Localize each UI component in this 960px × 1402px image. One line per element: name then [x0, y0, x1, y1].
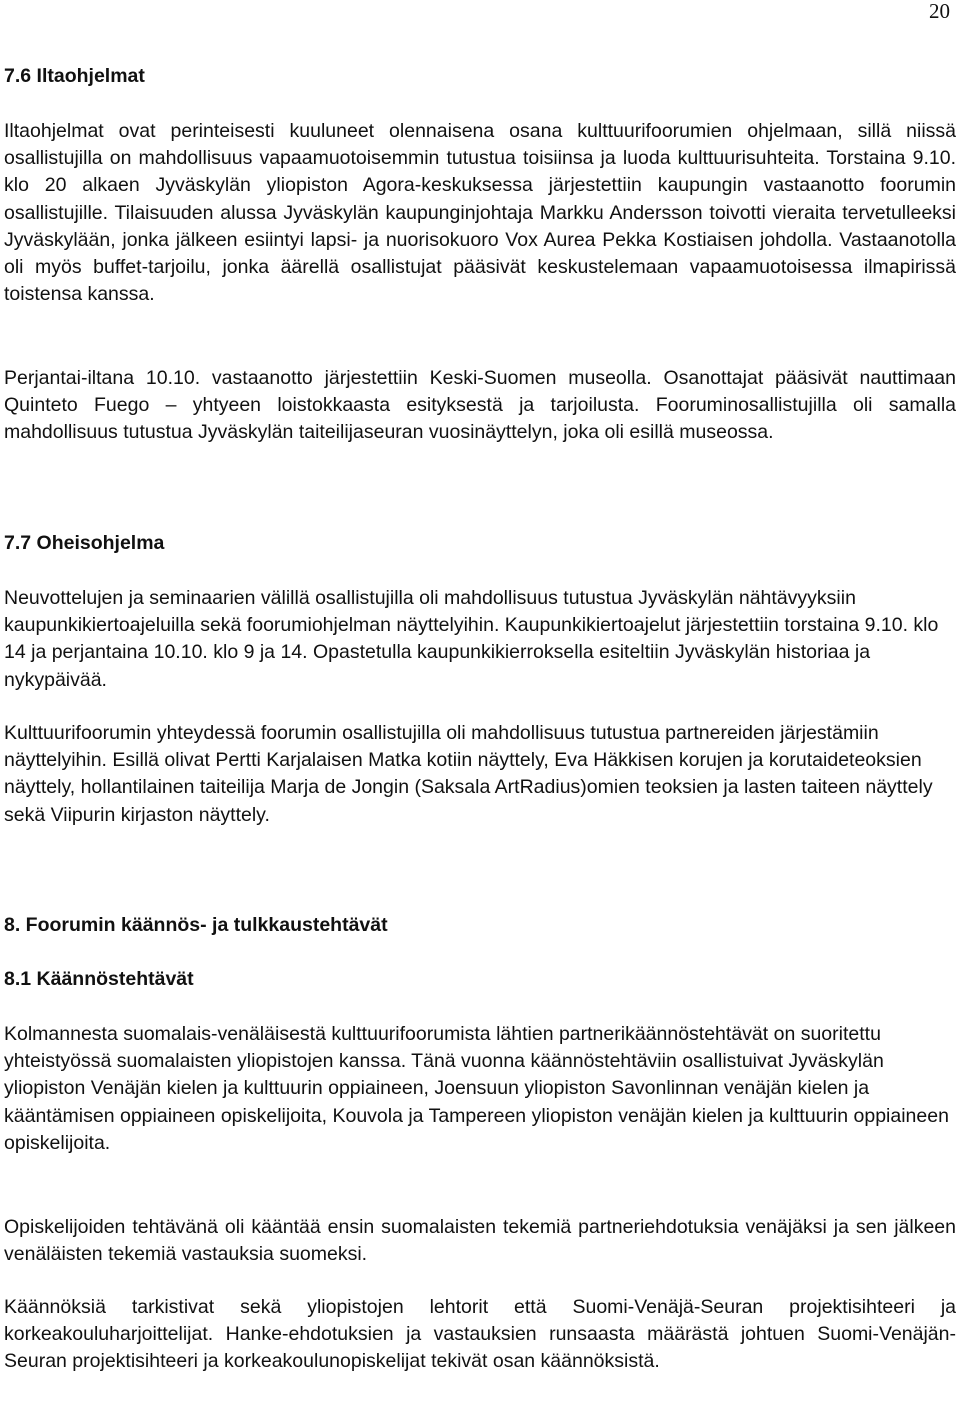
paragraph: Neuvottelujen ja seminaarien välillä osallistujilla oli mahdollisuus tutustua Jyväskylän nähtävyyksiin kaupunkikiertoajeluilla sekä foorumiohjelman näyttelyihin. Kaupunkikiertoajelut järjestettiin torstaina 9.10. klo 14 ja perjantaina 10.10. klo 9 ja 14. Opastetulla kaupunkikierroksella esiteltiin Jyväskylän historiaa ja nykypäivää.	[4, 587, 939, 691]
section-heading-iltaohjelmat: 7.6 Iltaohjelmat	[4, 65, 145, 87]
paragraph: Perjantai-iltana 10.10. vastaanotto järjestettiin Keski-Suomen museolla. Osanottajat pääsivät nauttimaan Quinteto Fuego – yhtyeen loistokkaasta esityksestä ja tarjoilusta. Fooruminosallistujilla oli samalla mahdollisuus tutustua Jyväskylän taiteilijaseuran vuosinäyttelyn, joka oli esillä museossa.	[4, 367, 956, 444]
paragraph: Kolmannesta suomalais-venäläisestä kulttuurifoorumista lähtien partnerikäännöstehtävät on suoritettu yhteistyössä suomalaisten yliopistojen kanssa. Tänä vuonna käännöstehtäviin osallistuivat Jyväskylän yliopiston Venäjän kielen ja kulttuurin oppiaineen, Joensuun yliopiston Savonlinnan venäjän kielen ja kääntämisen oppiaineen opiskelijoita, Kouvola ja Tampereen yliopiston venäjän kielen ja kulttuurin oppiaineen opiskelijoita.	[4, 1023, 949, 1154]
paragraph: Iltaohjelmat ovat perinteisesti kuuluneet olennaisena osana kulttuurifoorumien ohjelmaan, sillä niissä osallistujilla on mahdollisuus vapaamuotoisemmin tutustua toisiinsa ja luoda kulttuurisuhteita. Torstaina 9.10. klo 20 alkaen Jyväskylän yliopiston Agora-keskuksessa järjestettiin kaupungin vastaanotto foorumin osallistujille. Tilaisuuden alussa Jyväskylän kaupunginjohtaja Markku Andersson toivotti vieraita tervetulleeksi Jyväskylään, jonka jälkeen esiintyi lapsi- ja nuorisokuoro Vox Aurea Pekka Kostiaisen johdolla. Vastaanotolla oli myös buffet-tarjoilu, jonka äärellä osallistujat pääsivät keskustelemaan vapaamuotoisessa ilmapirissä toistensa kanssa.	[4, 120, 956, 306]
chapter-heading-foorumi: 8. Foorumin käännös- ja tulkkaustehtävät	[4, 914, 388, 936]
section-heading-oheisohjelma: 7.7 Oheisohjelma	[4, 532, 165, 554]
paragraph: Käännöksiä tarkistivat sekä yliopistojen lehtorit että Suomi-Venäjä-Seuran projektisihteeri ja korkeakouluharjoittelijat. Hanke-ehdotuksien ja vastauksien runsaasta määrästä johtuen Suomi-Venäjän-Seuran projektisihteeri ja korkeakoulunopiskelijat tekivät osan käännöksistä.	[4, 1296, 956, 1373]
paragraph: Opiskelijoiden tehtävänä oli kääntää ensin suomalaisten tekemiä partneriehdotuksia venäjäksi ja sen jälkeen venäläisten tekemiä vastauksia suomeksi.	[4, 1216, 956, 1266]
section-heading-kaannostehtavat: 8.1 Käännöstehtävät	[4, 968, 194, 990]
paragraph: Kulttuurifoorumin yhteydessä foorumin osallistujilla oli mahdollisuus tutustua partnereiden järjestämiin näyttelyihin. Esillä olivat Pertti Karjalaisen Matka kotiin näyttely, Eva Häkkisen korujen ja korutaideteoksien näyttely, hollantilainen taiteilija Marja de Jongin (Saksala ArtRadius)omien teoksien ja lasten taiteen näyttely sekä Viipurin kirjaston näyttely.	[4, 722, 933, 826]
page-number: 20	[929, 0, 950, 23]
